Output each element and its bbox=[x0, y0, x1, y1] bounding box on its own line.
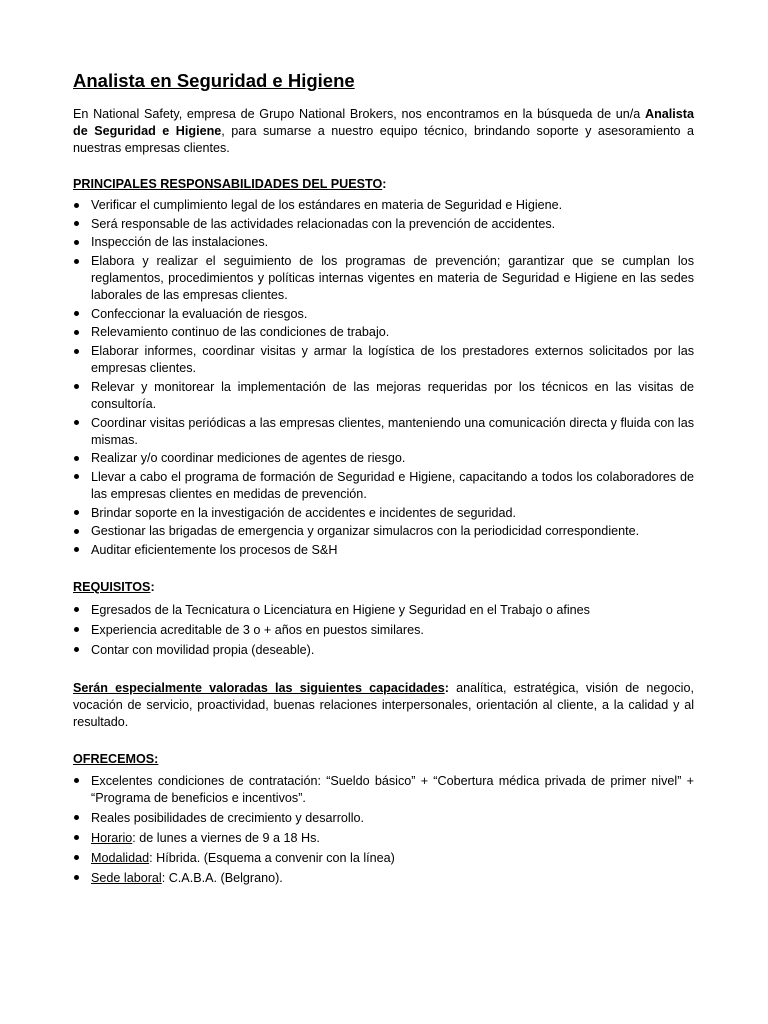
document-title: Analista en Seguridad e Higiene bbox=[73, 70, 355, 91]
offer-text: Excelentes condiciones de contratación: “Sueldo básico” + “Cobertura médica privada de primer nivel” + “Programa de beneficios e incentivos”. bbox=[91, 773, 694, 805]
requirements-heading-colon: : bbox=[150, 579, 155, 594]
offer-label-horario: Horario bbox=[91, 830, 133, 845]
intro-text-start: En National Safety, empresa de Grupo National Brokers, nos encontramos en la búsqueda de un/a bbox=[73, 107, 645, 121]
valued-skills-paragraph bbox=[73, 680, 694, 731]
responsibilities-heading-colon: : bbox=[382, 177, 387, 191]
list-item: Contar con movilidad propia (deseable). bbox=[73, 642, 694, 659]
list-item bbox=[73, 810, 694, 827]
list-item: Egresados de la Tecnicatura o Licenciatura en Higiene y Seguridad en el Trabajo o afines bbox=[73, 602, 694, 619]
offer-text: : Híbrida. (Esquema a convenir con la línea) bbox=[149, 850, 395, 865]
list-item: Elaborar informes, coordinar visitas y armar la logística de los prestadores externos solicitados por las empresas clientes. bbox=[73, 343, 694, 377]
intro-paragraph bbox=[73, 106, 694, 157]
list-item: Gestionar las brigadas de emergencia y organizar simulacros con la periodicidad correspondiente. bbox=[73, 523, 694, 540]
list-item: Brindar soporte en la investigación de accidentes e incidentes de seguridad. bbox=[73, 505, 694, 522]
responsibilities-heading bbox=[73, 176, 694, 193]
requirements-list bbox=[73, 602, 694, 659]
offer-text: Reales posibilidades de crecimiento y desarrollo. bbox=[91, 810, 365, 825]
document-content bbox=[73, 68, 694, 890]
list-item bbox=[73, 830, 694, 847]
spacer bbox=[73, 561, 694, 579]
valued-skills-label: Serán especialmente valoradas las siguientes capacidades bbox=[73, 680, 445, 695]
list-item: Verificar el cumplimiento legal de los estándares en materia de Seguridad e Higiene. bbox=[73, 197, 694, 214]
spacer bbox=[73, 662, 694, 680]
intro-text-end: , para sumarse a nuestro equipo técnico, brindando soporte y asesoramiento a nuestras empresas clientes. bbox=[73, 124, 694, 155]
offer-heading-text: OFRECEMOS: bbox=[73, 751, 159, 766]
offer-heading bbox=[73, 751, 694, 768]
list-item: Coordinar visitas periódicas a las empresas clientes, manteniendo una comunicación directa y fluida con las mismas. bbox=[73, 415, 694, 449]
offer-text: : C.A.B.A. (Belgrano). bbox=[161, 870, 283, 885]
list-item bbox=[73, 870, 694, 887]
offer-label-modalidad: Modalidad bbox=[91, 850, 150, 865]
intro-position-name: Analista de Seguridad e Higiene bbox=[73, 107, 694, 138]
valued-skills-text: analítica, estratégica, visión de negocio, vocación de servicio, proactividad, buenas relaciones interpersonales, orientación al cliente, a la calidad y al resultado. bbox=[73, 680, 694, 729]
list-item: Experiencia acreditable de 3 o + años en puestos similares. bbox=[73, 622, 694, 639]
responsibilities-heading-text: PRINCIPALES RESPONSABILIDADES DEL PUESTO bbox=[73, 177, 383, 191]
list-item bbox=[73, 773, 694, 807]
offer-label-sede-laboral: Sede laboral bbox=[91, 870, 162, 885]
list-item: Elabora y realizar el seguimiento de los programas de prevención; garantizar que se cumplan los reglamentos, procedimientos y políticas internas vigentes en materia de Seguridad e Higiene en las sedes laborales de las empresas clientes. bbox=[73, 253, 694, 304]
list-item: Confeccionar la evaluación de riesgos. bbox=[73, 306, 694, 323]
list-item: Realizar y/o coordinar mediciones de agentes de riesgo. bbox=[73, 450, 694, 467]
offer-list bbox=[73, 773, 694, 887]
requirements-heading bbox=[73, 579, 694, 596]
responsibilities-list bbox=[73, 197, 694, 559]
valued-skills-colon: : bbox=[444, 680, 449, 695]
list-item: Auditar eficientemente los procesos de S&H bbox=[73, 542, 694, 559]
requirements-heading-text: REQUISITOS bbox=[73, 579, 151, 594]
list-item: Llevar a cabo el programa de formación de Seguridad e Higiene, capacitando a todos los colaboradores de las empresas clientes en medidas de prevención. bbox=[73, 469, 694, 503]
list-item: Será responsable de las actividades relacionadas con la prevención de accidentes. bbox=[73, 216, 694, 233]
list-item bbox=[73, 850, 694, 867]
list-item: Inspección de las instalaciones. bbox=[73, 234, 694, 251]
list-item: Relevar y monitorear la implementación de las mejoras requeridas por los técnicos en las visitas de consultoría. bbox=[73, 379, 694, 413]
list-item: Relevamiento continuo de las condiciones de trabajo. bbox=[73, 324, 694, 341]
spacer bbox=[73, 731, 694, 751]
offer-text: : de lunes a viernes de 9 a 18 Hs. bbox=[132, 830, 320, 845]
